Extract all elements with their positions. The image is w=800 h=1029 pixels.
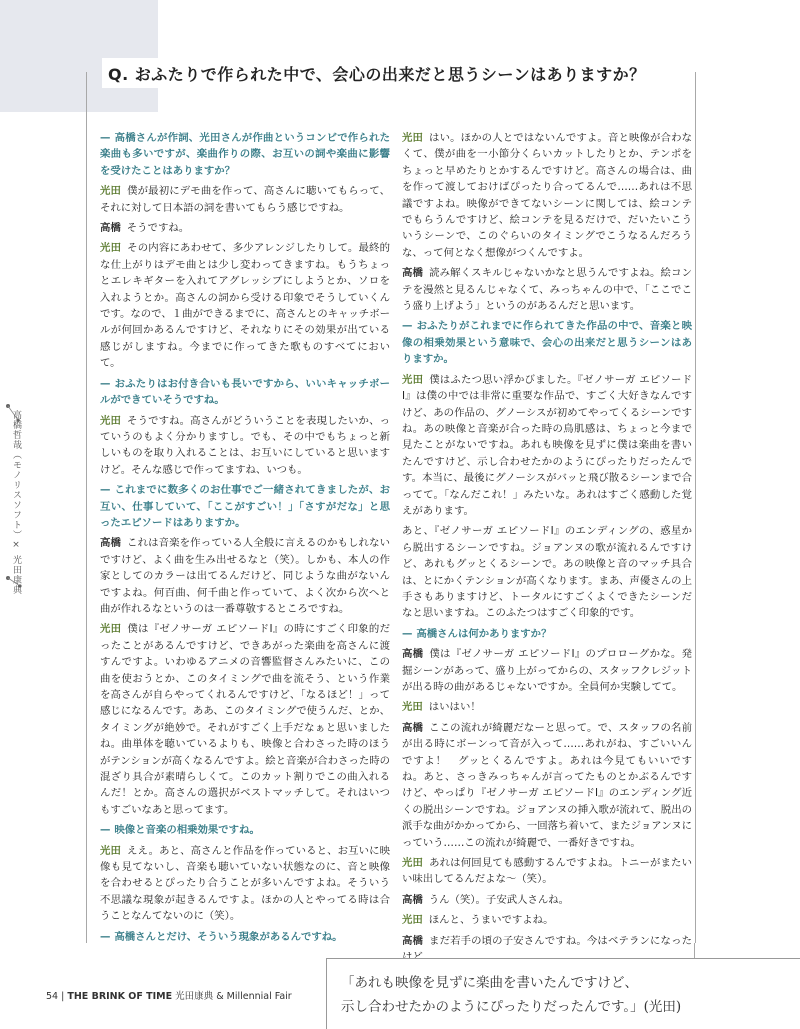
speaker-name: 光田 [402, 701, 423, 714]
answer-paragraph [100, 621, 390, 818]
answer-text: 読み解くスキルじゃないかなと思うんですよね。絵コンテを漫然と見るんじゃなくて、みっちゃんの中で、「ここでこう盛り上げよう」というのがあるんだと思います。 [402, 267, 692, 313]
interviewer-question [100, 130, 390, 179]
pull-quote-line-2: 示し合わせたかのようにぴったりだったんです。」(光田) [341, 999, 682, 1015]
question-dash: — [100, 824, 111, 837]
interviewer-question [100, 482, 390, 531]
speaker-name: 高橋 [100, 222, 121, 235]
question-dash: — [402, 320, 413, 333]
speaker-name: 光田 [402, 857, 424, 870]
answer-text: 僕が最初にデモ曲を作って、高さんに聴いてもらって、それに対して日本語の詞を書いてもらう感じですね。 [100, 185, 390, 214]
footer-brand: THE BRINK OF TIME [67, 991, 173, 1002]
speaker-name: 高橋 [402, 648, 424, 661]
answer-paragraph [100, 535, 390, 617]
answer-text: その内容にあわせて、多少アレンジしたりして。最終的な仕上がりはデモ曲とは少し変わってきますね。もうちょっとエレキギターを入れてアグレッシブにしようとか、ソロを入れようとか。高さんの詞から受ける印象でそうしていくんです。なので、１曲ができるまでに、高さんとのキャッチボールが何回かあるんですけど、それなりにその効果が出ている感じがしますね。今までに作ってきた歌ものすべてにおいて。 [100, 242, 390, 370]
question-header [102, 58, 646, 88]
answer-paragraph [402, 699, 692, 715]
answer-paragraph: あと、『ゼノサーガ エピソードⅠ』のエンディングの、惑星から脱出するシーンですね。ジョアンヌの歌が流れるんですけど、あれもグッとくるシーンで。あの映像と音のマッチ具合は、とにかくテンションが高くなります。まあ、声優さんの上手さもありますけど、トータルにすごくよくできたシーンだなと思いますね。このふたつはすごく印象的です。 [402, 525, 692, 620]
speaker-name: 光田 [100, 623, 122, 636]
answer-paragraph [100, 183, 390, 216]
answer-text: あれは何回見ても感動するんですよね。トニーがまたいい味出してるんだよな～（笑）。 [402, 857, 692, 886]
question-dash: — [100, 132, 111, 144]
speaker-name: 光田 [100, 242, 122, 255]
answer-paragraph [402, 855, 692, 888]
interviewer-question [100, 376, 390, 409]
question-text: 高橋さんは何かありますか？ [416, 627, 552, 640]
question-dash: — [100, 930, 111, 943]
page-footer: 54 | THE BRINK OF TIME 光田康典 & Millennial Fair [46, 991, 292, 1002]
answer-text: まだ若手の頃の子安さんですね。今はベテランになった [429, 934, 692, 947]
answer-paragraph [402, 720, 692, 851]
answer-paragraph [100, 220, 390, 236]
answer-paragraph [402, 372, 692, 520]
right-column [402, 130, 692, 970]
answer-text: そうですね。 [126, 222, 190, 235]
question-text: 映像と音楽の相乗効果ですね。 [114, 824, 260, 837]
answer-text: 僕はふたつ思い浮かびました。『ゼノサーガ エピソードⅠ』は僕の中では非常に重要な作品で、すごく大好きなんですけど、あの作品の、グノーシスが初めてやってくるシーンですね。あの映像と音楽が合った時の鳥肌感は、ちょっと今まで見たことがないですね。あれも映像を見ずに僕は楽曲を書いたんですけど、示し合わせたかのようにぴったりだったんです。本当に、最後にグノーシスがバッと飛び散るシーンまで合ってて。「なんだこれ！」みたいな。あれはすごく感動した覚えがあります。 [402, 373, 692, 517]
answer-text: はい。ほかの人とではないんですよ。音と映像が合わなくて、僕が曲を一小節分くらいカットしたりとか、テンポをちょっと早めたりとかするんですけど。高さんの場合は、曲を作って渡しておけばぴったり合ってるんで……あれは不思議ですよね。映像ができてないシーンに関しては、絵コンテでもらうんですけど、絵コンテを見るだけで、だいたいこういうシーンで、このぐらいのタイミングでこうなるんだろうな、って何となく想像がつくんですよ。 [402, 132, 692, 259]
answer-paragraph [100, 240, 390, 371]
answer-paragraph [402, 646, 692, 695]
answer-text: はいはい！ [428, 701, 481, 714]
question-text: おふたりはお付き合いも長いですから、いいキャッチボールができていそうですね。 [100, 377, 390, 407]
speaker-name: 光田 [402, 914, 423, 927]
answer-paragraph [100, 413, 390, 479]
speaker-name: 高橋 [100, 537, 122, 550]
answer-text: 僕は『ゼノサーガ エピソードⅠ』の時にすごく印象的だったことがあるんですけど、できあがった楽曲を高さんに渡すんですよ。いわゆるアニメの音響監督さんみたいに、この曲を使おうとか、このタイミングで曲を流そう、という作業を高さんが自らやってくれるんですけど、「なるほど！」って感じになるんです。ああ、このタイミングで使うんだ、とか、タイミングが絶妙で。それがすごく上手だなぁと思いましたね。曲単体を聴いているよりも、映像と合わさった時のほうがテンションが高くなるんですよ。絵と音楽が合わさった時の混ざり具合が素晴らしくて。このカット割りでこの曲入れるんだ！とか。高さんの選択がベストマッチして。それはいつもすごいなあと思ってます。 [100, 623, 390, 816]
answer-text: そうですね。高さんがどういうことを表現したいか、っていうのもよく分かりますし。でも、その中でもちょっと新しいものを取り入れることは、お互いにしていると思いますけど。そんな感じで作ってますね、いつも。 [100, 414, 390, 476]
answer-text: うん（笑）。子安武人さんね。 [428, 893, 570, 906]
speaker-name: 高橋 [402, 934, 424, 947]
answer-paragraph [402, 912, 692, 928]
pull-quote-line-1: 「あれも映像を見ずに楽曲を書いたんですけど、 [341, 975, 638, 991]
answer-text: ほんと、うまいですよね。 [428, 914, 554, 927]
answer-paragraph [402, 265, 692, 314]
speaker-name: 光田 [100, 844, 121, 857]
left-column [100, 130, 390, 949]
question-dash: — [100, 484, 111, 497]
answer-paragraph [402, 892, 692, 908]
interviewer-question [100, 822, 390, 838]
question-text: 高橋さんとだけ、そういう現象があるんですね。 [114, 930, 343, 943]
answer-paragraph [100, 843, 390, 925]
speaker-name: 高橋 [402, 721, 424, 734]
speaker-name: 高橋 [402, 893, 423, 906]
frame-rule [694, 943, 695, 958]
question-text: おふたりがこれまでに作られてきた作品の中で、音楽と映像の相乗効果という意味で、会心の出来だと思うシーンはありますか。 [402, 320, 692, 366]
speaker-name: 光田 [100, 414, 122, 427]
interviewer-question [100, 929, 390, 945]
question-dash: — [402, 627, 413, 640]
pull-quote [326, 958, 800, 1029]
question-dash: — [100, 377, 111, 390]
side-label: 高橋哲哉（モノリスソフト）× 光田康典 [11, 410, 21, 595]
speaker-name: 光田 [100, 185, 122, 198]
speaker-name: 光田 [402, 132, 424, 144]
answer-text: 僕は『ゼノサーガ エピソードⅠ』のプロローグかな。発掘シーンがあって、盛り上がってからの、スタッフクレジットが出る時の曲があるじゃないですか。全員何か実験してて。 [402, 648, 692, 693]
question-text: これまでに数多くのお仕事でご一緒されてきましたが、お互い、仕事していて、「ここがすごい！」「さすがだな」と思ったエピソードはありますか。 [100, 484, 390, 529]
interviewer-question [402, 318, 692, 367]
question-text: 高橋さんが作詞、光田さんが作曲というコンビで作られた楽曲も多いですが、楽曲作りの際、お互いの詞や楽曲に影響を受けたことはありますか？ [100, 132, 390, 177]
question-title: Q. おふたりで作られた中で、会心の出来だと思うシーンはありますか？ [108, 64, 646, 84]
page-number: 54 [46, 991, 59, 1002]
speaker-name: 光田 [402, 373, 424, 386]
answer-text: これは音楽を作っている人全般に言えるのかもしれないですけど、よく曲を生み出せるなと（笑）。しかも、本人の作家としてのカラーは出てるんだけど、同じような曲がないんですよね。何百曲、何千曲と作っていて、よく次から次へと曲が作れるなというのは一番尊敬するところですね。 [100, 537, 390, 615]
answer-paragraph [402, 130, 692, 261]
interviewer-question [402, 626, 692, 642]
answer-text: ここの流れが綺麗だなーと思って。で、スタッフの名前が出る時にボーンって音が入って……あれがね、すごいいんですよ！ グッとくるんですよ。あれは今見てもいいですね。あと、さっきみっちゃんが言ってたものとかぶるんですけど、やっぱり『ゼノサーガ エピソードⅠ』のエンディング近くの脱出シーンですね。ジョアンヌの挿入歌が流れて、脱出の派手な曲がかかってから、一回落ち着いて、またジョアンヌにっていう……この流れが綺麗で、一番好きですね。 [402, 721, 692, 849]
footer-subtitle: 光田康典 & Millennial Fair [175, 991, 292, 1002]
answer-text: ええ。あと、高さんと作品を作っていると、お互いに映像も見てないし、音楽も聴いていない状態なのに、音と映像を合わせるとぴったり合うことが多いんですよね。そういう不思議な現象が起きるんですよ。ほかの人とやってる時は合うことなんてないのに（笑）。 [100, 844, 390, 923]
speaker-name: 高橋 [402, 267, 424, 280]
